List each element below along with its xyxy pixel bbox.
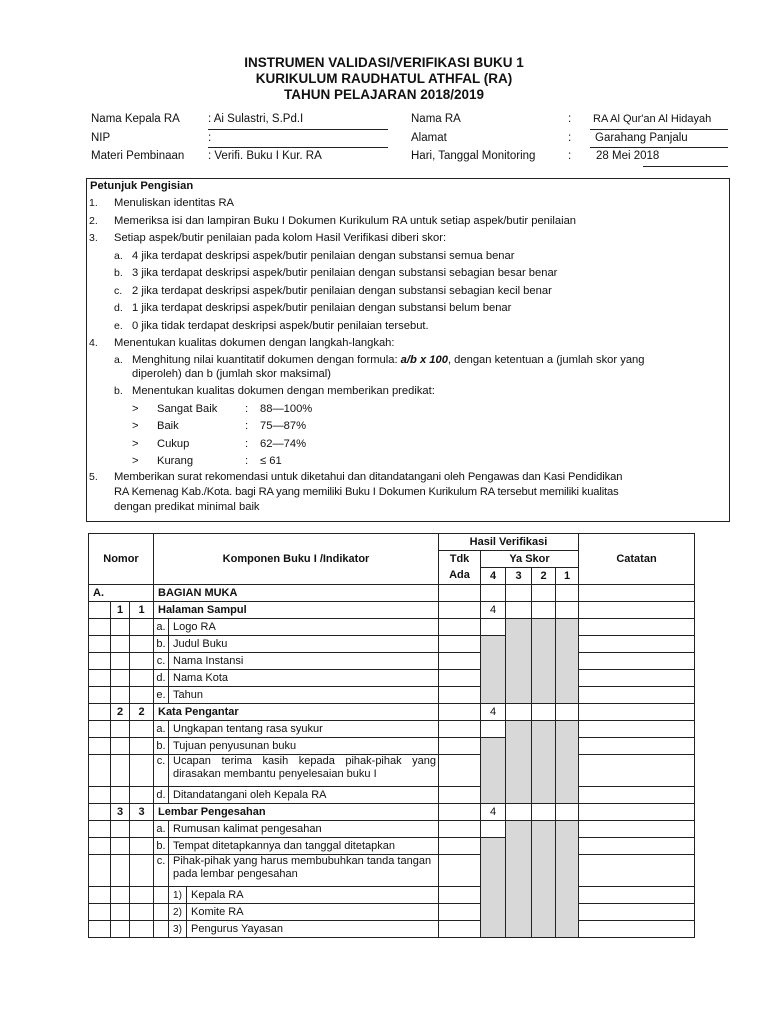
indicator-kepala-ra: Kepala RA (187, 887, 439, 904)
tdk-ada-cell[interactable] (439, 670, 481, 687)
hari-underline (643, 166, 728, 167)
score-3-desc: 3 jika terdapat deskripsi aspek/butir penilaian dengan substansi sebagian besar benar (132, 267, 558, 279)
indicator-rumusan-kalimat: Rumusan kalimat pengesahan (169, 821, 439, 838)
catatan-cell[interactable] (579, 653, 695, 670)
section-title: BAGIAN MUKA (154, 585, 439, 602)
formula-text-1: Menghitung nilai kuantitatif dokumen dengan formula: (132, 354, 398, 366)
predikat-baik: Baik (157, 420, 179, 432)
indicator-komite-ra: Komite RA (187, 904, 439, 921)
item-number: 1. (89, 197, 98, 209)
doc-title-line2: KURIKULUM RAUDHATUL ATHFAL (RA) (255, 71, 513, 86)
score-2-shaded (532, 821, 556, 938)
catatan-cell[interactable] (579, 755, 695, 787)
score-4-cell[interactable] (481, 821, 506, 838)
score-2-cell[interactable] (532, 602, 556, 619)
item-number: 5. (89, 471, 98, 483)
nama-ra-label: Nama RA (411, 113, 461, 125)
kepala-underline (208, 129, 388, 130)
doc-title-line1: INSTRUMEN VALIDASI/VERIFIKASI BUKU 1 (244, 55, 524, 70)
item-title-kata-pengantar: Kata Pengantar (154, 704, 439, 721)
predikat-cukup: Cukup (157, 438, 190, 450)
alamat-label: Alamat (411, 132, 447, 144)
score-1-cell[interactable] (556, 704, 579, 721)
catatan-cell[interactable] (579, 904, 695, 921)
catatan-cell[interactable] (579, 921, 695, 938)
alamat-underline (590, 147, 728, 148)
sub-letter: e. (114, 320, 123, 332)
tdk-ada-cell[interactable] (439, 855, 481, 887)
petunjuk-box (86, 178, 730, 522)
nama-ra-value: RA Al Qur'an Al Hidayah (593, 113, 712, 125)
item-title-halaman-sampul: Halaman Sampul (154, 602, 439, 619)
tdk-ada-cell[interactable] (439, 904, 481, 921)
score-2-shaded (532, 721, 556, 804)
col-hasil-header: Hasil Verifikasi (439, 534, 579, 551)
score-4-header: 4 (481, 568, 506, 585)
nama-ra-underline (590, 129, 728, 130)
col-ada-header: Ada (439, 568, 481, 585)
tdk-ada-cell[interactable] (439, 653, 481, 670)
materi-label: Materi Pembinaan (91, 150, 185, 162)
indicator-letter: d. (154, 670, 169, 687)
alamat-colon: : (568, 132, 572, 144)
petunjuk-item-4: Menentukan kualitas dokumen dengan langkah-langkah: (114, 337, 395, 349)
tdk-ada-cell[interactable] (439, 821, 481, 838)
indicator-letter: c. (154, 855, 169, 887)
score-3-cell[interactable] (506, 602, 532, 619)
petunjuk-item-5-line3: dengan predikat minimal baik (114, 501, 260, 513)
indicator-text-line: Ucapan terima kasih kepada pihak-pihak yang (173, 755, 436, 767)
nip-underline (208, 147, 388, 148)
score-2-cell[interactable] (532, 704, 556, 721)
tdk-ada-cell[interactable] (439, 804, 481, 821)
item-number: 3. (89, 232, 98, 244)
item-title-lembar-pengesahan: Lembar Pengesahan (154, 804, 439, 821)
indicator-letter: c. (154, 653, 169, 670)
tdk-ada-cell[interactable] (439, 619, 481, 636)
predikat-cukup-range: 62—74% (260, 438, 307, 450)
nip-value: : (208, 132, 212, 144)
item-number: 4. (89, 337, 98, 349)
kepala-label: Nama Kepala RA (91, 113, 180, 125)
indicator-letter: b. (154, 838, 169, 855)
kepala-value: : Ai Sulastri, S.Pd.I (208, 113, 304, 125)
petunjuk-item-5-line1: Memberikan surat rekomendasi untuk diketahui dan ditandatangani oleh Pengawas dan Kasi Pendidikan (114, 471, 623, 483)
sub-letter: c. (114, 285, 123, 297)
item-number: 2. (89, 215, 98, 227)
indicator-letter: a. (154, 721, 169, 738)
indicator-pengurus-yayasan: Pengurus Yayasan (187, 921, 439, 938)
colon: : (245, 403, 249, 415)
score-4-cell[interactable] (481, 721, 506, 738)
indicator-ungkapan-syukur: Ungkapan tentang rasa syukur (169, 721, 439, 738)
formula: a/b x 100 (400, 354, 448, 366)
catatan-cell[interactable] (579, 821, 695, 838)
row-number: 3 (111, 804, 130, 821)
indicator-nama-kota: Nama Kota (169, 670, 439, 687)
row-subnumber: 2 (130, 704, 154, 721)
indicator-text-line: Pihak-pihak yang harus membubuhkan tanda tangan (173, 855, 432, 867)
tdk-ada-cell[interactable] (439, 738, 481, 755)
predikat-kurang: Kurang (157, 455, 194, 467)
indicator-logo-ra: Logo RA (169, 619, 439, 636)
score-2-cell[interactable] (532, 585, 556, 602)
score-3-shaded (506, 721, 532, 804)
score-1-desc: 1 jika terdapat deskripsi aspek/butir penilaian dengan substansi belum benar (132, 302, 512, 314)
predikat-baik-range: 75—87% (260, 420, 307, 432)
row-number: 2 (111, 704, 130, 721)
catatan-cell[interactable] (579, 585, 695, 602)
score-4-cell[interactable] (481, 619, 506, 636)
catatan-cell[interactable] (579, 804, 695, 821)
sub-letter: a. (114, 250, 123, 262)
row-subnumber: 3 (130, 804, 154, 821)
bullet: > (132, 403, 139, 415)
indicator-letter: a. (154, 619, 169, 636)
petunjuk-item-5-line2: RA Kemenag Kab./Kota. bagi RA yang memiliki Buku I Dokumen Kurikulum RA tersebut memiliki kualitas (114, 486, 619, 498)
indicator-text-line: dirasakan membantu penyelesaian buku I (173, 768, 377, 780)
predikat-sangat-baik-range: 88—100% (260, 403, 313, 415)
indicator-nama-instansi: Nama Instansi (169, 653, 439, 670)
score-3-header: 3 (506, 568, 532, 585)
indicator-tahun: Tahun (169, 687, 439, 704)
bullet: > (132, 420, 139, 432)
score-4-shaded (481, 636, 506, 704)
tdk-ada-cell[interactable] (439, 687, 481, 704)
tdk-ada-cell[interactable] (439, 921, 481, 938)
score-4-desc: 4 jika terdapat deskripsi aspek/butir penilaian dengan substansi semua benar (132, 250, 515, 262)
tdk-ada-cell[interactable] (439, 887, 481, 904)
row-number: 1 (111, 602, 130, 619)
score-1-cell[interactable] (556, 585, 579, 602)
catatan-cell[interactable] (579, 619, 695, 636)
catatan-cell[interactable] (579, 602, 695, 619)
indicator-letter: a. (154, 821, 169, 838)
bullet: > (132, 438, 139, 450)
colon: : (245, 438, 249, 450)
catatan-cell[interactable] (579, 636, 695, 653)
catatan-cell[interactable] (579, 787, 695, 804)
score-2-desc: 2 jika terdapat deskripsi aspek/butir penilaian dengan substansi sebagian kecil benar (132, 285, 552, 297)
petunjuk-item-1: Menuliskan identitas RA (114, 197, 235, 209)
verification-table (88, 533, 695, 938)
tdk-ada-cell[interactable] (439, 755, 481, 787)
score-4-shaded (481, 838, 506, 938)
petunjuk-item-2: Memeriksa isi dan lampiran Buku I Dokumen Kurikulum RA untuk setiap aspek/butir penilaian (114, 215, 577, 227)
col-catatan-header: Catatan (579, 534, 695, 585)
tdk-ada-cell[interactable] (439, 636, 481, 653)
catatan-cell[interactable] (579, 670, 695, 687)
score-2-shaded (532, 619, 556, 704)
colon: : (245, 420, 249, 432)
catatan-cell[interactable] (579, 887, 695, 904)
catatan-cell[interactable] (579, 855, 695, 887)
tdk-ada-cell[interactable] (439, 585, 481, 602)
score-1-shaded (556, 821, 579, 938)
score-3-shaded (506, 821, 532, 938)
score-1-header: 1 (556, 568, 579, 585)
petunjuk-title: Petunjuk Pengisian (90, 180, 194, 192)
score-2-header: 2 (532, 568, 556, 585)
score-3-cell[interactable] (506, 804, 532, 821)
col-nomor-header: Nomor (89, 534, 154, 585)
score-4-value[interactable]: 4 (481, 704, 506, 721)
sub-indicator-number: 1) (169, 887, 187, 904)
bullet: > (132, 455, 139, 467)
score-0-desc: 0 jika tidak terdapat deskripsi aspek/butir penilaian tersebut. (132, 320, 429, 332)
doc-title-line3: TAHUN PELAJARAN 2018/2019 (283, 87, 485, 102)
tdk-ada-cell[interactable] (439, 602, 481, 619)
nama-ra-colon: : (568, 113, 572, 125)
score-2-cell[interactable] (532, 804, 556, 821)
alamat-value: Garahang Panjalu (595, 132, 688, 144)
materi-value: : Verifi. Buku I Kur. RA (208, 150, 322, 162)
score-1-shaded (556, 619, 579, 704)
col-tdk-header: Tdk (439, 551, 481, 568)
sub-letter: b. (114, 267, 123, 279)
score-3-shaded (506, 619, 532, 704)
row-subnumber: 1 (130, 602, 154, 619)
tdk-ada-cell[interactable] (439, 838, 481, 855)
col-ya-skor-header: Ya Skor (481, 551, 579, 568)
catatan-cell[interactable] (579, 838, 695, 855)
predikat-intro: Menentukan kualitas dokumen dengan memberikan predikat: (132, 385, 435, 397)
formula-text-3: diperoleh) dan b (jumlah skor maksimal) (132, 368, 331, 380)
score-1-cell[interactable] (556, 602, 579, 619)
catatan-cell[interactable] (579, 738, 695, 755)
score-4-value[interactable]: 4 (481, 602, 506, 619)
indicator-letter: c. (154, 755, 169, 787)
indicator-pihak-pihak (169, 855, 439, 887)
indicator-text-line: pada lembar pengesahan (173, 868, 298, 880)
score-4-value[interactable]: 4 (481, 804, 506, 821)
indicator-judul-buku: Judul Buku (169, 636, 439, 653)
predikat-sangat-baik: Sangat Baik (157, 403, 218, 415)
catatan-cell[interactable] (579, 704, 695, 721)
score-1-cell[interactable] (556, 804, 579, 821)
tdk-ada-cell[interactable] (439, 704, 481, 721)
colon: : (245, 455, 249, 467)
catatan-cell[interactable] (579, 721, 695, 738)
score-3-cell[interactable] (506, 585, 532, 602)
hari-value: 28 Mei 2018 (596, 150, 660, 162)
sub-indicator-number: 2) (169, 904, 187, 921)
indicator-ditandatangani: Ditandatangani oleh Kepala RA (169, 787, 439, 804)
indicator-letter: b. (154, 636, 169, 653)
predikat-kurang-range: ≤ 61 (260, 455, 282, 467)
indicator-ucapan-terima-kasih (169, 755, 439, 787)
formula-line (132, 353, 644, 367)
sub-letter: a. (114, 354, 123, 366)
indicator-letter: d. (154, 787, 169, 804)
hari-label: Hari, Tanggal Monitoring (411, 150, 536, 162)
sub-indicator-number: 3) (169, 921, 187, 938)
petunjuk-item-3: Setiap aspek/butir penilaian pada kolom Hasil Verifikasi diberi skor: (114, 232, 447, 244)
hari-colon: : (568, 150, 572, 162)
score-3-cell[interactable] (506, 704, 532, 721)
sub-letter: b. (114, 385, 123, 397)
col-komponen-header: Komponen Buku I /Indikator (154, 534, 439, 585)
sub-letter: d. (114, 302, 123, 314)
indicator-letter: e. (154, 687, 169, 704)
tdk-ada-cell[interactable] (439, 787, 481, 804)
score-1-shaded (556, 721, 579, 804)
catatan-cell[interactable] (579, 687, 695, 704)
indicator-tempat-tanggal: Tempat ditetapkannya dan tanggal ditetapkan (169, 838, 439, 855)
indicator-letter: b. (154, 738, 169, 755)
tdk-ada-cell[interactable] (439, 721, 481, 738)
score-4-shaded (481, 738, 506, 804)
formula-text-2: , dengan ketentuan a (jumlah skor yang (447, 354, 645, 366)
section-label: A. (89, 585, 154, 602)
score-4-cell[interactable] (481, 585, 506, 602)
nip-label: NIP (91, 132, 111, 144)
indicator-tujuan-penyusunan: Tujuan penyusunan buku (169, 738, 439, 755)
